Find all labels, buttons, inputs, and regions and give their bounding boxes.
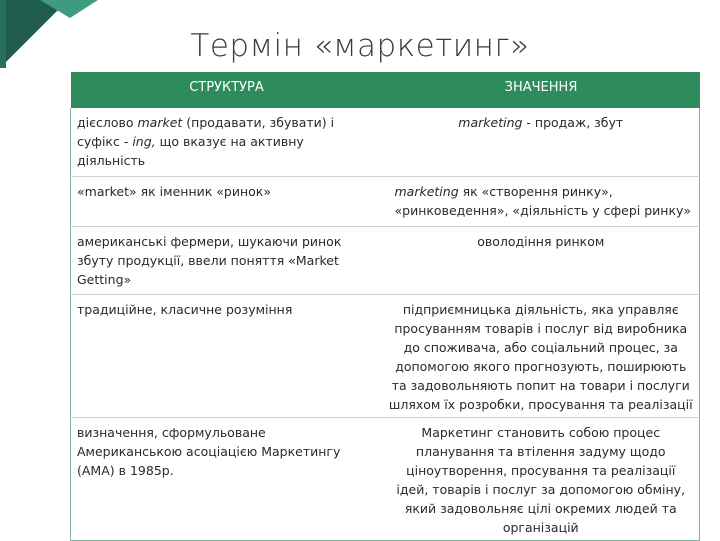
table-row [71, 108, 700, 176]
meaning-cell [383, 108, 700, 176]
structure-cell: американські фермери, шукаючи ринок збуту продукції, ввели поняття «Market Getting» [71, 226, 383, 294]
structure-cell: традиційне, класичне розуміння [71, 294, 383, 417]
text: дієслово [77, 115, 138, 130]
structure-cell: «market» як іменник «ринок» [71, 176, 383, 226]
meaning-cell: оволодіння ринком [383, 226, 700, 294]
table-row [71, 294, 700, 417]
text-italic: market [137, 115, 183, 130]
text: що вказує на активну діяльність [77, 134, 304, 168]
table-header-row [71, 72, 700, 108]
header-structure: СТРУКТУРА [71, 72, 383, 108]
text-italic: ing, [132, 134, 156, 149]
text-italic: marketing [394, 183, 459, 199]
table-row [71, 176, 700, 226]
terms-table [70, 72, 700, 541]
meaning-cell: Маркетинг становить собою процес планування та втілення задуму щодо ціноутворення, просування та реалізації ідей, товарів і послуг за допомогою обміну, який задовольняє цілі окремих людей та організацій [383, 417, 700, 540]
text: (продавати, збувати) і суфікс - [77, 115, 335, 149]
meaning-cell: підприємницька діяльність, яка управляє просуванням товарів і послуг від виробника до споживача, або соціальний процес, за допомогою якого прогнозують, поширюють та задовольняють попит на товари і послуги шляхом їх розробки, просування та реалізації [383, 294, 700, 417]
structure-cell: визначення, сформульоване Американською асоціацією Маркетингу (АМА) в 1985р. [71, 417, 383, 540]
table-row [71, 417, 700, 540]
header-meaning: ЗНАЧЕННЯ [383, 72, 700, 108]
table-row [71, 226, 700, 294]
structure-cell [71, 108, 383, 176]
corner-decoration-light [40, 0, 98, 18]
meaning-cell [383, 176, 700, 226]
text: як «створення ринку», «ринковедення», «діяльність у сфері ринку» [394, 183, 692, 218]
text-italic: marketing [458, 115, 523, 130]
page-title: Термін «маркетинг» [190, 28, 530, 64]
text: - продаж, збут [522, 115, 624, 130]
